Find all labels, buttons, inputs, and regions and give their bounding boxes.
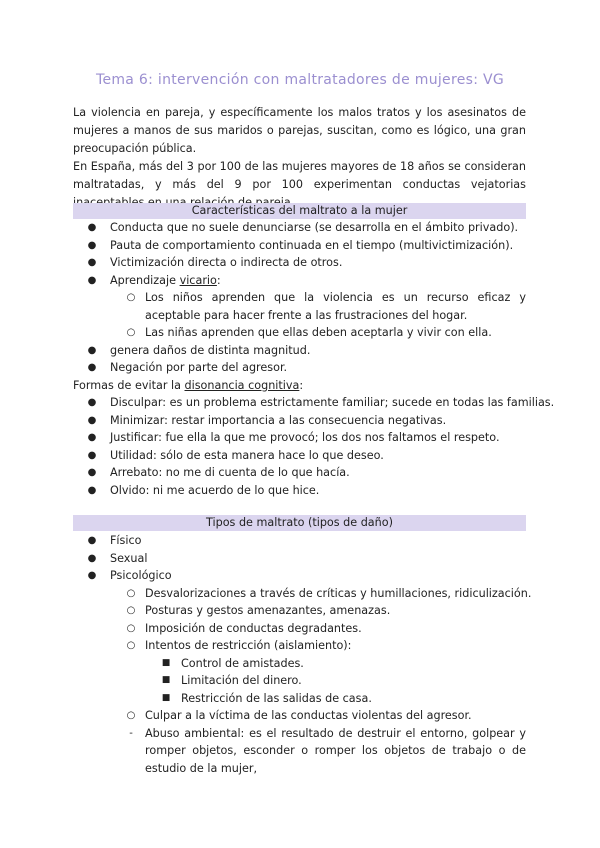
caracteristicas-list	[0, 219, 600, 499]
bullet-disc-icon: ●	[87, 344, 97, 356]
bullet-disc-icon: ●	[87, 257, 97, 268]
bullet-disc-icon: ●	[87, 467, 97, 478]
bullet-disc-icon: ●	[87, 432, 97, 443]
intro-text-2: En España, más del 3 por 100 de las mujeres mayores de 18 años se consideran maltratadas, y más del 9 por 100 experimentan conductas vejatorias	[73, 160, 526, 191]
list-item: ○ Imposición de conductas degradantes.	[0, 620, 600, 638]
list-item: ● Utilidad: sólo de esta manera hace lo que deseo.	[0, 447, 600, 465]
list-item: ○ Las niñas aprenden que ellas deben aceptarla y vivir con ella.	[0, 324, 600, 342]
underlined-term: disonancia cognitiva	[184, 378, 300, 392]
bullet-square-icon: ■	[161, 675, 171, 685]
intro-text-1: La violencia en pareja, y específicamente los malos tratos y los asesinatos de mujeres a manos de sus maridos o parejas, suscitan, como es lógico, una gran preocupación pública.	[73, 106, 526, 155]
bullet-disc-icon: ●	[87, 362, 97, 373]
list-item: ● Sexual	[0, 550, 600, 568]
bullet-circle-icon: ○	[126, 605, 136, 616]
bullet-disc-icon: ●	[87, 570, 97, 581]
bullet-disc-icon: ●	[87, 222, 97, 233]
list-item: ● Pauta de comportamiento continuada en el tiempo (multivictimización).	[0, 237, 600, 255]
bullet-circle-icon: ○	[126, 292, 136, 303]
list-item: ● Conducta que no suele denunciarse (se desarrolla en el ámbito privado).	[0, 219, 600, 237]
section-header-tipos: Tipos de maltrato (tipos de daño)	[73, 515, 526, 531]
list-item: ■ Control de amistades.	[0, 655, 600, 673]
list-item: ● Victimización directa o indirecta de otros.	[0, 254, 600, 272]
bullet-circle-icon: ○	[126, 640, 136, 651]
list-item: ○ Los niños aprenden que la violencia es un recurso eficaz y aceptable para hacer frente a las frustraciones del hogar.	[126, 291, 526, 322]
bullet-square-icon: ■	[161, 657, 171, 668]
page-title: Tema 6: intervención con maltratadores de mujeres: VG	[95, 72, 505, 88]
bullet-disc-icon: ●	[87, 449, 97, 461]
list-item: ■ Limitación del dinero.	[0, 672, 600, 690]
list-item: ○ Desvalorizaciones a través de críticas y humillaciones, ridiculización.	[0, 585, 600, 603]
tipos-list	[0, 532, 600, 775]
list-item: - Abuso ambiental: es el resultado de destruir el entorno, golpear y romper objetos, esconder o romper los objetos de trabajo o de estudio de la mujer,	[0, 725, 600, 760]
intro-paragraph	[73, 104, 526, 212]
list-item: ● Justificar: fue ella la que me provocó; los dos nos faltamos el respeto.	[0, 429, 600, 447]
bullet-disc-icon: ●	[87, 397, 97, 408]
list-item: ○ Intentos de restricción (aislamiento):	[0, 637, 600, 655]
section-header-caracteristicas: Características del maltrato a la mujer	[73, 203, 526, 219]
bullet-disc-icon: ●	[87, 414, 97, 426]
bullet-disc-icon: ●	[87, 274, 97, 286]
bullet-square-icon: ■	[161, 692, 171, 703]
bullet-disc-icon: ●	[87, 535, 97, 546]
list-item: ○ Culpar a la víctima de las conductas violentas del agresor.	[0, 707, 600, 725]
bullet-disc-icon: ●	[87, 552, 97, 564]
list-item: ● genera daños de distinta magnitud.	[0, 342, 600, 360]
list-item: ○ Posturas y gestos amenazantes, amenazas.	[0, 602, 600, 620]
list-item: ● Físico	[0, 532, 600, 550]
list-item: ● Olvido: ni me acuerdo de lo que hice.	[0, 482, 600, 500]
list-item: ● Arrebato: no me di cuenta de lo que hacía.	[0, 464, 600, 482]
underlined-term: vicario	[179, 273, 217, 287]
list-item: ● Disculpar: es un problema estrictamente familiar; sucede en todas las familias.	[0, 394, 600, 412]
bullet-circle-icon: ○	[126, 327, 136, 338]
bullet-disc-icon: ●	[87, 484, 97, 496]
list-item: ● Minimizar: restar importancia a las consecuencia negativas.	[0, 412, 600, 430]
bullet-circle-icon: ○	[126, 587, 136, 599]
list-item: ● Negación por parte del agresor.	[0, 359, 600, 377]
bullet-disc-icon: ●	[87, 239, 97, 251]
bullet-circle-icon: ○	[126, 622, 136, 634]
list-item: ● Psicológico	[0, 567, 600, 585]
formas-heading: Formas de evitar la disonancia cognitiva:	[73, 378, 304, 392]
list-item: ■ Restricción de las salidas de casa.	[0, 690, 600, 708]
list-item-aprendizaje: ● Aprendizaje vicario:	[0, 272, 600, 290]
bullet-dash-icon: -	[129, 727, 133, 739]
bullet-circle-icon: ○	[126, 710, 136, 721]
